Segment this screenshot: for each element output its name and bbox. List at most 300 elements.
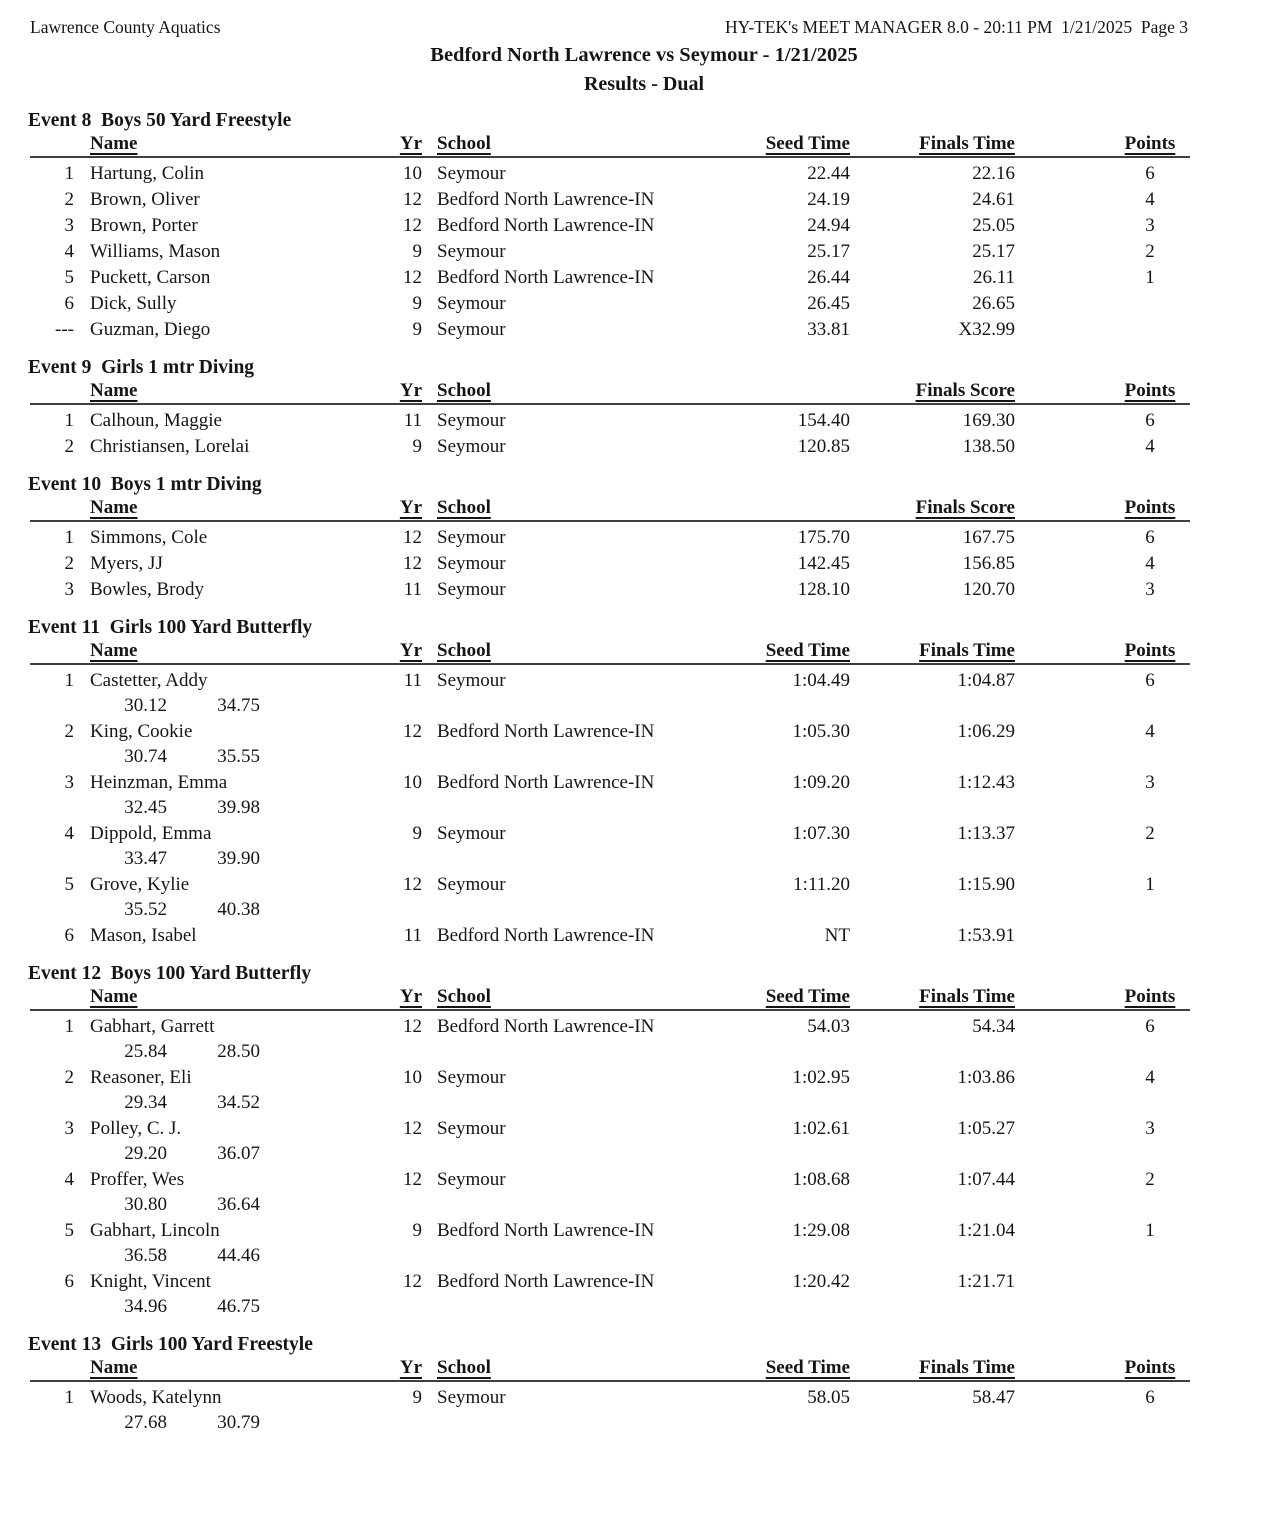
column-header-school-label: School [437, 986, 491, 1007]
school-cell: Seymour [437, 241, 506, 262]
place-cell: 1 [64, 670, 74, 691]
year-cell: 9 [412, 241, 422, 262]
column-header-points [1110, 640, 1190, 663]
finals-time-cell: 1:21.71 [957, 1271, 1015, 1292]
split-time-cell: 30.74 [124, 746, 167, 767]
seed-time-cell: 1:07.30 [792, 823, 850, 844]
splits-row [30, 1244, 1190, 1269]
finals-time-cell: 1:06.29 [957, 721, 1015, 742]
finals-time-cell: 120.70 [962, 579, 1015, 600]
column-header-finals [850, 497, 1015, 520]
events-container [30, 109, 1277, 1436]
place-cell: 2 [64, 436, 74, 457]
column-header-points-label: Points [1124, 640, 1176, 661]
split-time-cell: 29.34 [124, 1092, 167, 1113]
year-cell: 11 [403, 579, 422, 600]
column-header-yr-label: Yr [399, 133, 422, 154]
year-cell: 9 [412, 1387, 422, 1408]
column-header-seed [690, 380, 850, 403]
place-cell: 5 [64, 1220, 74, 1241]
result-row [30, 1167, 1190, 1193]
points-cell [1110, 923, 1190, 949]
school-cell: Seymour [437, 579, 506, 600]
seed-time-cell: NT [824, 925, 850, 946]
points-cell: 1 [1145, 1220, 1155, 1241]
swimmer-name-cell: Calhoun, Maggie [90, 410, 222, 431]
column-header-name-label: Name [90, 986, 138, 1007]
finals-time-cell: X32.99 [958, 319, 1015, 340]
seed-time-cell: 1:05.30 [792, 721, 850, 742]
swimmer-name-cell: Reasoner, Eli [90, 1067, 192, 1088]
place-cell: 4 [64, 1169, 74, 1190]
split-time-cell: 36.58 [124, 1245, 167, 1266]
swimmer-name-cell: Woods, Katelynn [90, 1387, 222, 1408]
swimmer-name-cell: King, Cookie [90, 721, 193, 742]
split-time-cell: 33.47 [124, 848, 167, 869]
year-cell: 12 [403, 215, 422, 236]
result-row [30, 408, 1190, 434]
swimmer-name-cell: Mason, Isabel [90, 925, 197, 946]
place-cell: 1 [64, 1016, 74, 1037]
seed-time-cell: 24.19 [807, 189, 850, 210]
column-header-row [30, 380, 1190, 405]
year-cell: 9 [412, 1220, 422, 1241]
result-row [30, 1116, 1190, 1142]
swimmer-name-cell: Christiansen, Lorelai [90, 436, 250, 457]
finals-time-cell: 1:21.04 [957, 1220, 1015, 1241]
school-cell: Seymour [437, 436, 506, 457]
column-header-points [1110, 380, 1190, 403]
points-cell: 3 [1145, 1118, 1155, 1139]
result-row [30, 213, 1190, 239]
swimmer-name-cell: Dick, Sully [90, 293, 177, 314]
column-header-points [1110, 497, 1190, 520]
points-cell: 4 [1145, 189, 1155, 210]
swimmer-name-cell: Puckett, Carson [90, 267, 211, 288]
column-header-seed [690, 497, 850, 520]
finals-time-cell: 138.50 [962, 436, 1015, 457]
points-cell [1110, 291, 1190, 317]
seed-time-cell: 1:11.20 [793, 874, 850, 895]
school-cell: Seymour [437, 874, 506, 895]
swimmer-name-cell: Knight, Vincent [90, 1271, 211, 1292]
finals-time-cell: 1:13.37 [957, 823, 1015, 844]
points-cell: 1 [1145, 267, 1155, 288]
column-header-finals-label: Finals Time [919, 133, 1015, 154]
year-cell: 11 [403, 670, 422, 691]
place-cell: 3 [64, 215, 74, 236]
column-header-school [422, 133, 690, 156]
school-cell: Seymour [437, 163, 506, 184]
result-row [30, 525, 1190, 551]
column-header-school [422, 986, 690, 1009]
column-header-yr-label: Yr [399, 640, 422, 661]
swimmer-name-cell: Bowles, Brody [90, 579, 204, 600]
column-header-school [422, 1357, 690, 1380]
split-time-cell: 34.52 [217, 1092, 260, 1113]
seed-time-cell: 1:09.20 [792, 772, 850, 793]
result-row [30, 577, 1190, 603]
column-header-place [30, 133, 74, 156]
year-cell: 9 [412, 293, 422, 314]
splits-row [30, 1193, 1190, 1218]
finals-time-cell: 25.05 [972, 215, 1015, 236]
column-header-school [422, 640, 690, 663]
column-header-seed [690, 1357, 850, 1380]
column-header-yr [388, 986, 422, 1009]
swimmer-name-cell: Hartung, Colin [90, 163, 204, 184]
column-header-name [74, 1357, 388, 1380]
points-cell: 6 [1145, 163, 1155, 184]
swimmer-name-cell: Gabhart, Lincoln [90, 1220, 220, 1241]
finals-time-cell: 24.61 [972, 189, 1015, 210]
result-row [30, 1218, 1190, 1244]
result-row [30, 291, 1190, 317]
column-header-points-label: Points [1124, 1357, 1176, 1378]
year-cell: 10 [403, 772, 422, 793]
event-heading: Event 11 Girls 100 Yard Butterfly [28, 617, 313, 638]
finals-time-cell: 54.34 [972, 1016, 1015, 1037]
split-time-cell: 30.12 [124, 695, 167, 716]
column-header-points-label: Points [1124, 986, 1176, 1007]
points-cell: 2 [1145, 823, 1155, 844]
seed-time-cell: 1:08.68 [792, 1169, 850, 1190]
points-cell: 1 [1145, 874, 1155, 895]
column-header-yr-label: Yr [399, 497, 422, 518]
column-header-row [30, 497, 1190, 522]
event-heading: Event 10 Boys 1 mtr Diving [28, 474, 262, 495]
event-heading: Event 12 Boys 100 Yard Butterfly [28, 963, 312, 984]
seed-time-cell: 154.40 [797, 410, 850, 431]
result-row [30, 1385, 1190, 1411]
column-header-place [30, 1357, 74, 1380]
place-cell: 3 [64, 1118, 74, 1139]
column-header-name [74, 380, 388, 403]
split-time-cell: 39.90 [217, 848, 260, 869]
column-header-seed-label: Seed Time [765, 133, 850, 154]
seed-time-cell: 22.44 [807, 163, 850, 184]
column-header-finals [850, 133, 1015, 156]
finals-time-cell: 26.65 [972, 293, 1015, 314]
result-row [30, 551, 1190, 577]
column-header-yr [388, 640, 422, 663]
place-cell: 6 [64, 293, 74, 314]
swimmer-name-cell: Williams, Mason [90, 241, 221, 262]
finals-time-cell: 1:05.27 [957, 1118, 1015, 1139]
event-section [30, 109, 1190, 343]
finals-time-cell: 1:04.87 [957, 670, 1015, 691]
column-header-seed [690, 986, 850, 1009]
school-cell: Bedford North Lawrence-IN [437, 925, 655, 946]
result-row [30, 1269, 1190, 1295]
splits-row [30, 1411, 1190, 1436]
split-time-cell: 25.84 [124, 1041, 167, 1062]
seed-time-cell: 175.70 [797, 527, 850, 548]
place-cell: 3 [64, 772, 74, 793]
column-header-school-label: School [437, 133, 491, 154]
event-section [30, 1333, 1190, 1436]
place-cell: 6 [64, 1271, 74, 1292]
finals-time-cell: 1:15.90 [957, 874, 1015, 895]
event-section [30, 473, 1190, 603]
swimmer-name-cell: Myers, JJ [90, 553, 163, 574]
seed-time-cell: 1:04.49 [792, 670, 850, 691]
swimmer-name-cell: Polley, C. J. [90, 1118, 182, 1139]
splits-row [30, 694, 1190, 719]
column-header-points-label: Points [1124, 497, 1176, 518]
column-header-yr-label: Yr [399, 1357, 422, 1378]
column-header-school-label: School [437, 640, 491, 661]
page-header [30, 17, 1188, 38]
split-time-cell: 39.98 [217, 797, 260, 818]
school-cell: Bedford North Lawrence-IN [437, 721, 655, 742]
column-header-name [74, 133, 388, 156]
result-row [30, 821, 1190, 847]
seed-time-cell: 33.81 [807, 319, 850, 340]
place-cell: 4 [64, 241, 74, 262]
school-cell: Bedford North Lawrence-IN [437, 1271, 655, 1292]
event-section [30, 356, 1190, 460]
meet-host: Lawrence County Aquatics [30, 17, 221, 37]
year-cell: 10 [403, 163, 422, 184]
split-time-cell: 32.45 [124, 797, 167, 818]
school-cell: Seymour [437, 410, 506, 431]
result-row [30, 265, 1190, 291]
column-header-name-label: Name [90, 640, 138, 661]
column-header-yr [388, 133, 422, 156]
event-heading: Event 9 Girls 1 mtr Diving [28, 357, 255, 378]
splits-row [30, 745, 1190, 770]
split-time-cell: 40.38 [217, 899, 260, 920]
year-cell: 9 [412, 436, 422, 457]
finals-time-cell: 167.75 [962, 527, 1015, 548]
split-time-cell: 36.64 [217, 1194, 260, 1215]
column-header-points [1110, 133, 1190, 156]
result-row [30, 239, 1190, 265]
school-cell: Bedford North Lawrence-IN [437, 189, 655, 210]
result-row [30, 317, 1190, 343]
school-cell: Bedford North Lawrence-IN [437, 215, 655, 236]
place-cell: 4 [64, 823, 74, 844]
school-cell: Seymour [437, 670, 506, 691]
year-cell: 12 [403, 1169, 422, 1190]
seed-time-cell: 26.44 [807, 267, 850, 288]
points-cell: 6 [1145, 1016, 1155, 1037]
seed-time-cell: 120.85 [797, 436, 850, 457]
school-cell: Bedford North Lawrence-IN [437, 1016, 655, 1037]
result-row [30, 1065, 1190, 1091]
splits-row [30, 1091, 1190, 1116]
split-time-cell: 29.20 [124, 1143, 167, 1164]
column-header-seed-label: Seed Time [765, 986, 850, 1007]
points-cell: 2 [1145, 241, 1155, 262]
seed-time-cell: 142.45 [797, 553, 850, 574]
result-row [30, 434, 1190, 460]
column-header-seed-label: Seed Time [765, 640, 850, 661]
year-cell: 12 [403, 1016, 422, 1037]
swimmer-name-cell: Dippold, Emma [90, 823, 212, 844]
points-cell [1110, 1269, 1190, 1295]
column-header-seed-label: Seed Time [765, 1357, 850, 1378]
result-row [30, 719, 1190, 745]
column-header-points-label: Points [1124, 380, 1176, 401]
year-cell: 12 [403, 527, 422, 548]
seed-time-cell: 1:02.95 [792, 1067, 850, 1088]
column-header-school-label: School [437, 497, 491, 518]
swimmer-name-cell: Simmons, Cole [90, 527, 208, 548]
split-time-cell: 30.79 [217, 1412, 260, 1433]
splits-row [30, 847, 1190, 872]
place-cell: 1 [64, 163, 74, 184]
school-cell: Bedford North Lawrence-IN [437, 772, 655, 793]
split-time-cell: 34.96 [124, 1296, 167, 1317]
school-cell: Seymour [437, 553, 506, 574]
year-cell: 11 [403, 410, 422, 431]
column-header-row [30, 133, 1190, 158]
event-section [30, 962, 1190, 1320]
column-header-name [74, 986, 388, 1009]
place-cell: 1 [64, 1387, 74, 1408]
split-time-cell: 30.80 [124, 1194, 167, 1215]
software-credit: HY-TEK's MEET MANAGER 8.0 - 20:11 PM 1/21/2025 Page 3 [724, 17, 1188, 37]
column-header-finals-label: Finals Score [915, 497, 1015, 518]
school-cell: Seymour [437, 1067, 506, 1088]
column-header-school-label: School [437, 1357, 491, 1378]
points-cell: 4 [1145, 1067, 1155, 1088]
splits-row [30, 796, 1190, 821]
year-cell: 10 [403, 1067, 422, 1088]
points-cell: 6 [1145, 410, 1155, 431]
column-header-yr [388, 380, 422, 403]
school-cell: Seymour [437, 823, 506, 844]
event-heading: Event 13 Girls 100 Yard Freestyle [28, 1334, 313, 1355]
swimmer-name-cell: Proffer, Wes [90, 1169, 185, 1190]
result-row [30, 668, 1190, 694]
swimmer-name-cell: Castetter, Addy [90, 670, 208, 691]
split-time-cell: 46.75 [217, 1296, 260, 1317]
column-header-name-label: Name [90, 1357, 138, 1378]
seed-time-cell: 1:02.61 [792, 1118, 850, 1139]
year-cell: 11 [403, 925, 422, 946]
year-cell: 12 [403, 189, 422, 210]
year-cell: 12 [403, 267, 422, 288]
place-cell: 1 [64, 410, 74, 431]
column-header-place [30, 986, 74, 1009]
splits-row [30, 1142, 1190, 1167]
place-cell: 3 [64, 579, 74, 600]
column-header-place [30, 497, 74, 520]
finals-time-cell: 58.47 [972, 1387, 1015, 1408]
points-cell: 6 [1145, 670, 1155, 691]
column-header-row [30, 640, 1190, 665]
column-header-place [30, 380, 74, 403]
finals-time-cell: 26.11 [972, 267, 1015, 288]
column-header-points-label: Points [1124, 133, 1176, 154]
finals-time-cell: 1:03.86 [957, 1067, 1015, 1088]
column-header-finals [850, 380, 1015, 403]
split-time-cell: 27.68 [124, 1412, 167, 1433]
split-time-cell: 36.07 [217, 1143, 260, 1164]
column-header-finals-label: Finals Score [915, 380, 1015, 401]
column-header-points [1110, 1357, 1190, 1380]
column-header-name [74, 497, 388, 520]
swimmer-name-cell: Brown, Porter [90, 215, 198, 236]
year-cell: 12 [403, 1118, 422, 1139]
column-header-school [422, 497, 690, 520]
place-cell: 1 [64, 527, 74, 548]
column-header-name-label: Name [90, 497, 138, 518]
result-row [30, 872, 1190, 898]
school-cell: Seymour [437, 1387, 506, 1408]
school-cell: Seymour [437, 1118, 506, 1139]
column-header-name-label: Name [90, 380, 138, 401]
school-cell: Seymour [437, 1169, 506, 1190]
points-cell: 3 [1145, 215, 1155, 236]
finals-time-cell: 22.16 [972, 163, 1015, 184]
place-cell: 5 [64, 267, 74, 288]
place-cell: 2 [64, 721, 74, 742]
split-time-cell: 35.55 [217, 746, 260, 767]
column-header-points [1110, 986, 1190, 1009]
split-time-cell: 34.75 [217, 695, 260, 716]
column-header-yr [388, 1357, 422, 1380]
column-header-place [30, 640, 74, 663]
result-row [30, 161, 1190, 187]
finals-time-cell: 1:07.44 [957, 1169, 1015, 1190]
split-time-cell: 35.52 [124, 899, 167, 920]
seed-time-cell: 128.10 [797, 579, 850, 600]
column-header-school [422, 380, 690, 403]
points-cell: 4 [1145, 721, 1155, 742]
seed-time-cell: 25.17 [807, 241, 850, 262]
year-cell: 9 [412, 319, 422, 340]
school-cell: Bedford North Lawrence-IN [437, 1220, 655, 1241]
place-cell: --- [55, 319, 74, 340]
event-heading: Event 8 Boys 50 Yard Freestyle [28, 110, 292, 131]
finals-time-cell: 25.17 [972, 241, 1015, 262]
event-section [30, 616, 1190, 949]
column-header-seed [690, 133, 850, 156]
result-row [30, 187, 1190, 213]
points-cell: 3 [1145, 772, 1155, 793]
seed-time-cell: 54.03 [807, 1016, 850, 1037]
place-cell: 5 [64, 874, 74, 895]
school-cell: Seymour [437, 319, 506, 340]
splits-row [30, 898, 1190, 923]
school-cell: Seymour [437, 527, 506, 548]
finals-time-cell: 169.30 [962, 410, 1015, 431]
column-header-yr [388, 497, 422, 520]
splits-row [30, 1295, 1190, 1320]
column-header-finals [850, 1357, 1015, 1380]
year-cell: 12 [403, 874, 422, 895]
points-cell: 6 [1145, 527, 1155, 548]
seed-time-cell: 26.45 [807, 293, 850, 314]
seed-time-cell: 1:29.08 [792, 1220, 850, 1241]
year-cell: 9 [412, 823, 422, 844]
year-cell: 12 [403, 1271, 422, 1292]
column-header-finals-label: Finals Time [919, 986, 1015, 1007]
column-header-row [30, 1357, 1190, 1382]
result-row [30, 770, 1190, 796]
place-cell: 2 [64, 189, 74, 210]
finals-time-cell: 156.85 [962, 553, 1015, 574]
finals-time-cell: 1:53.91 [957, 925, 1015, 946]
column-header-yr-label: Yr [399, 986, 422, 1007]
place-cell: 6 [64, 925, 74, 946]
column-header-finals-label: Finals Time [919, 640, 1015, 661]
column-header-row [30, 986, 1190, 1011]
